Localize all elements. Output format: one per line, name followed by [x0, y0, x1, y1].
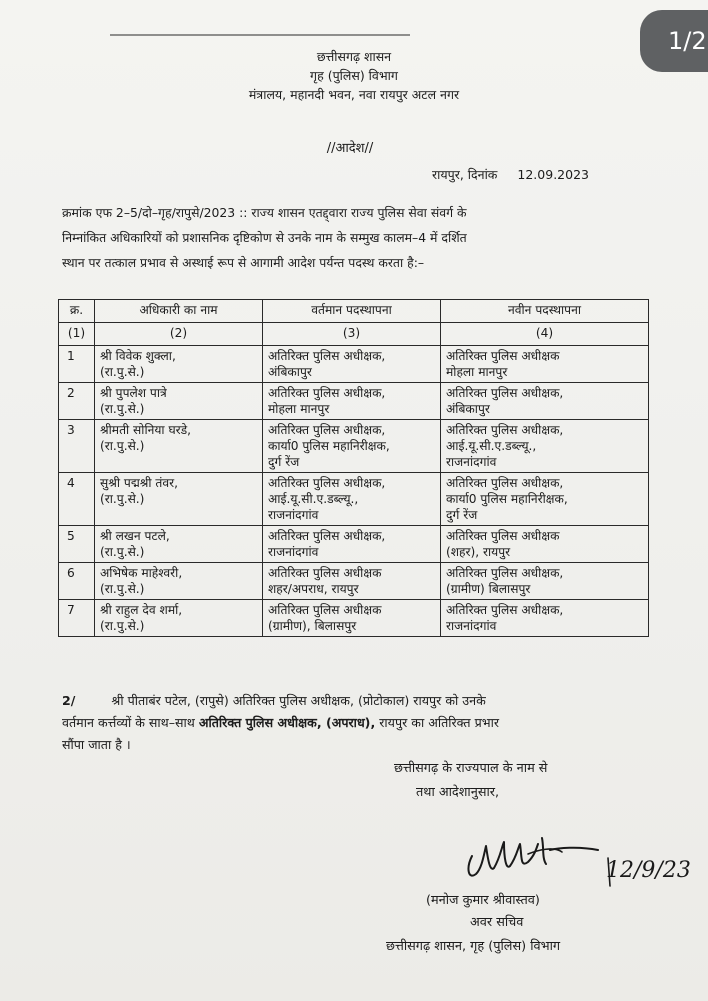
- cell-officer-name: [95, 383, 263, 420]
- cell-new-posting: [441, 420, 649, 473]
- cell-serial: 3: [59, 420, 95, 473]
- table-row: [59, 600, 649, 637]
- cell-current-posting: [263, 473, 441, 526]
- cell-officer-name-line: श्रीमती सोनिया घरडे,: [100, 423, 192, 437]
- table-row: [59, 346, 649, 383]
- cell-current-posting-line: अतिरिक्त पुलिस अधीक्षक: [268, 566, 382, 580]
- cell-current-posting-line: अतिरिक्त पुलिस अधीक्षक,: [268, 529, 386, 543]
- cell-current-posting-line: मोहला मानपुर: [268, 402, 330, 416]
- paper-edge-line: [110, 34, 410, 36]
- cell-officer-name-line: (रा.पु.से.): [100, 439, 145, 453]
- place-date: [432, 166, 589, 183]
- intro-line: निम्नांकित अधिकारियों को प्रशासनिक दृष्टिकोण से उनके नाम के सम्मुख कालम–4 में दर्शित: [62, 230, 467, 245]
- cell-officer-name-line: (रा.पु.से.): [100, 402, 145, 416]
- cell-serial: 7: [59, 600, 95, 637]
- cell-officer-name-line: (रा.पु.से.): [100, 365, 145, 379]
- table-header-row: [59, 300, 649, 323]
- para2-number: 2/: [62, 693, 76, 708]
- cell-officer-name: [95, 563, 263, 600]
- table-row: [59, 420, 649, 473]
- cell-serial: 2: [59, 383, 95, 420]
- intro-paragraph: [62, 200, 640, 275]
- para2-line-3: सौंपा जाता है ।: [62, 737, 131, 752]
- cell-serial: 1: [59, 346, 95, 383]
- cell-current-posting-line: अतिरिक्त पुलिस अधीक्षक,: [268, 349, 386, 363]
- cell-current-posting: [263, 563, 441, 600]
- col-number: (2): [95, 323, 263, 346]
- posting-table: [58, 299, 649, 637]
- para2-line2-a: वर्तमान कर्त्तव्यों के साथ–साथ: [62, 715, 195, 730]
- cell-officer-name-line: अभिषेक माहेश्वरी,: [100, 566, 183, 580]
- cell-officer-name: [95, 346, 263, 383]
- cell-serial: 6: [59, 563, 95, 600]
- intro-line: क्रमांक एफ 2–5/दो–गृह/रापुसे/2023 :: राज्य शासन एतद्द्वारा राज्य पुलिस सेवा संवर्ग के: [62, 205, 467, 220]
- col-number: (1): [59, 323, 95, 346]
- cell-current-posting-line: अतिरिक्त पुलिस अधीक्षक,: [268, 476, 386, 490]
- cell-current-posting: [263, 420, 441, 473]
- table-row: [59, 473, 649, 526]
- para2-line-2: [62, 712, 640, 734]
- cell-new-posting: [441, 563, 649, 600]
- cell-new-posting: [441, 383, 649, 420]
- cell-officer-name: [95, 600, 263, 637]
- signatory-designation: अवर सचिव: [470, 915, 524, 930]
- cell-new-posting-line: दुर्ग रेंज: [446, 508, 478, 522]
- col-header-new-posting: नवीन पदस्थापना: [441, 300, 649, 323]
- governor-line-1: छत्तीसगढ़ के राज्यपाल के नाम से: [394, 761, 548, 776]
- cell-officer-name-line: श्री राहुल देव शर्मा,: [100, 603, 183, 617]
- col-number: (4): [441, 323, 649, 346]
- place-date-label: रायपुर, दिनांक: [432, 167, 498, 182]
- cell-officer-name-line: (रा.पु.से.): [100, 582, 145, 596]
- cell-officer-name-line: सुश्री पद्मश्री तंवर,: [100, 476, 178, 490]
- cell-new-posting-line: अतिरिक्त पुलिस अधीक्षक,: [446, 386, 564, 400]
- table-column-number-row: [59, 323, 649, 346]
- second-paragraph: [62, 690, 640, 756]
- cell-officer-name-line: (रा.पु.से.): [100, 492, 145, 506]
- cell-current-posting: [263, 346, 441, 383]
- cell-current-posting-line: अंबिकापुर: [268, 365, 312, 379]
- col-header-serial: क्र.: [59, 300, 95, 323]
- table-row: [59, 526, 649, 563]
- intro-line: स्थान पर तत्काल प्रभाव से अस्थाई रूप से आगामी आदेश पर्यन्त पदस्थ करता है:–: [62, 255, 425, 270]
- cell-new-posting: [441, 526, 649, 563]
- col-header-current-posting: वर्तमान पदस्थापना: [263, 300, 441, 323]
- cell-new-posting-line: कार्या0 पुलिस महानिरीक्षक,: [446, 492, 568, 506]
- cell-current-posting-line: राजनांदगांव: [268, 545, 319, 559]
- cell-new-posting: [441, 473, 649, 526]
- cell-current-posting-line: कार्या0 पुलिस महानिरीक्षक,: [268, 439, 390, 453]
- cell-new-posting-line: (शहर), रायपुर: [446, 545, 511, 559]
- governor-line-2: तथा आदेशानुसार,: [416, 785, 500, 800]
- cell-new-posting-line: मोहला मानपुर: [446, 365, 508, 379]
- header-department: गृह (पुलिस) विभाग: [310, 68, 398, 83]
- cell-new-posting-line: अतिरिक्त पुलिस अधीक्षक: [446, 349, 560, 363]
- order-date: 12.09.2023: [517, 167, 589, 182]
- cell-serial: 4: [59, 473, 95, 526]
- signatory-name: (मनोज कुमार श्रीवास्तव): [426, 893, 540, 908]
- header-address: मंत्रालय, महानदी भवन, नवा रायपुर अटल नगर: [248, 87, 460, 102]
- cell-officer-name-line: श्री विवेक शुक्ला,: [100, 349, 176, 363]
- cell-new-posting-line: अतिरिक्त पुलिस अधीक्षक,: [446, 423, 564, 437]
- col-number: (3): [263, 323, 441, 346]
- signatory-department: छत्तीसगढ़ शासन, गृह (पुलिस) विभाग: [386, 939, 561, 954]
- cell-new-posting-line: अंबिकापुर: [446, 402, 490, 416]
- table-row: [59, 563, 649, 600]
- table-row: [59, 383, 649, 420]
- cell-new-posting-line: राजनांदगांव: [446, 455, 497, 469]
- cell-new-posting: [441, 600, 649, 637]
- cell-officer-name-line: (रा.पु.से.): [100, 545, 145, 559]
- para2-line-1: [62, 690, 640, 712]
- page-indicator: 1/2: [640, 10, 708, 72]
- cell-current-posting-line: राजनांदगांव: [268, 508, 319, 522]
- cell-current-posting-line: शहर/अपराध, रायपुर: [268, 582, 359, 596]
- cell-new-posting-line: अतिरिक्त पुलिस अधीक्षक,: [446, 476, 564, 490]
- cell-officer-name: [95, 420, 263, 473]
- cell-officer-name-line: (रा.पु.से.): [100, 619, 145, 633]
- cell-new-posting-line: अतिरिक्त पुलिस अधीक्षक: [446, 529, 560, 543]
- cell-new-posting: [441, 346, 649, 383]
- cell-current-posting: [263, 600, 441, 637]
- cell-officer-name-line: श्री लखन पटले,: [100, 529, 170, 543]
- signature-date: 12/9/23: [606, 858, 691, 883]
- cell-officer-name: [95, 473, 263, 526]
- cell-current-posting-line: (ग्रामीण), बिलासपुर: [268, 619, 357, 633]
- para2-line2-bold: अतिरिक्त पुलिस अधीक्षक, (अपराध),: [198, 715, 376, 730]
- cell-current-posting: [263, 526, 441, 563]
- cell-new-posting-line: अतिरिक्त पुलिस अधीक्षक,: [446, 603, 564, 617]
- cell-current-posting: [263, 383, 441, 420]
- cell-current-posting-line: दुर्ग रेंज: [268, 455, 300, 469]
- col-header-officer-name: अधिकारी का नाम: [95, 300, 263, 323]
- cell-current-posting-line: अतिरिक्त पुलिस अधीक्षक,: [268, 386, 386, 400]
- order-title: //आदेश//: [326, 141, 374, 156]
- cell-new-posting-line: (ग्रामीण) बिलासपुर: [446, 582, 531, 596]
- cell-officer-name-line: श्री पुपलेश पात्रे: [100, 386, 167, 400]
- cell-serial: 5: [59, 526, 95, 563]
- cell-new-posting-line: आई.यू.सी.ए.डब्ल्यू.,: [446, 439, 537, 453]
- cell-current-posting-line: आई.यू.सी.ए.डब्ल्यू.,: [268, 492, 359, 506]
- header-government: छत्तीसगढ़ शासन: [316, 49, 392, 64]
- cell-officer-name: [95, 526, 263, 563]
- para2-line2-b: रायपुर का अतिरिक्त प्रभार: [379, 715, 500, 730]
- cell-current-posting-line: अतिरिक्त पुलिस अधीक्षक,: [268, 423, 386, 437]
- para2-line1-text: श्री पीताबंर पटेल, (रापुसे) अतिरिक्त पुलिस अधीक्षक, (प्रोटोकाल) रायपुर को उनके: [111, 693, 486, 708]
- cell-current-posting-line: अतिरिक्त पुलिस अधीक्षक: [268, 603, 382, 617]
- cell-new-posting-line: अतिरिक्त पुलिस अधीक्षक,: [446, 566, 564, 580]
- cell-new-posting-line: राजनांदगांव: [446, 619, 497, 633]
